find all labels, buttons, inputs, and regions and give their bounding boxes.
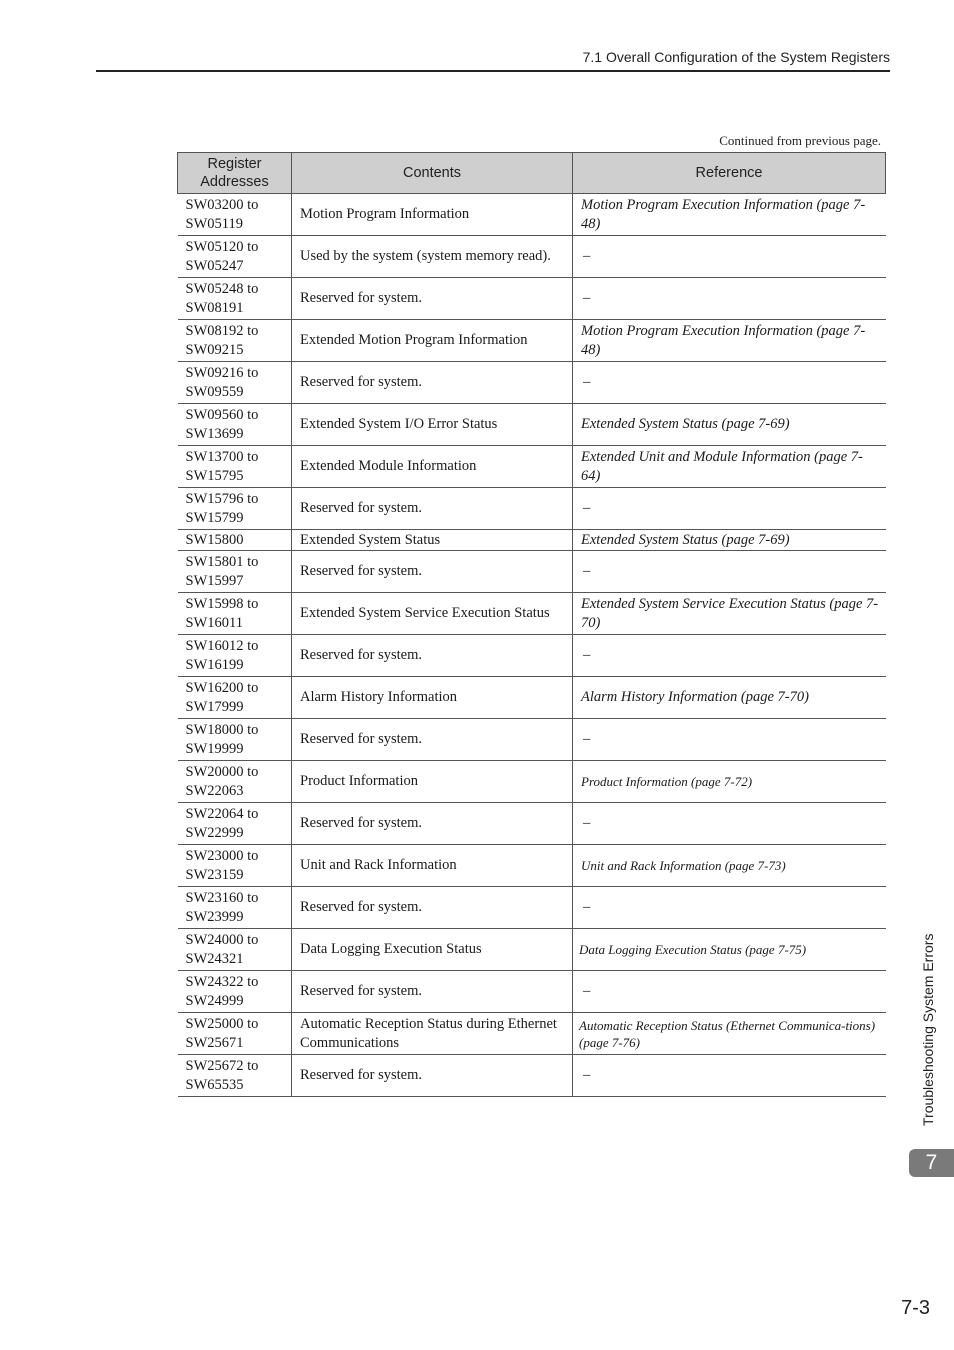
register-contents: Motion Program Information xyxy=(292,194,573,236)
table-row xyxy=(178,1055,886,1097)
table-row xyxy=(178,929,886,971)
register-contents: Reserved for system. xyxy=(292,971,573,1013)
reference-link[interactable]: Extended System Service Execution Status (page 7-70) xyxy=(573,593,886,635)
register-address: SW15998 to SW16011 xyxy=(178,593,292,635)
table-row xyxy=(178,488,886,530)
register-contents: Reserved for system. xyxy=(292,278,573,320)
reference-link[interactable]: Unit and Rack Information (page 7-73) xyxy=(573,845,886,887)
register-address: SW18000 to SW19999 xyxy=(178,719,292,761)
table-row xyxy=(178,971,886,1013)
table-row xyxy=(178,761,886,803)
table-row xyxy=(178,236,886,278)
table-row xyxy=(178,635,886,677)
header-contents: Contents xyxy=(292,153,573,194)
reference-link[interactable]: Automatic Reception Status (Ethernet Communica-tions) (page 7-76) xyxy=(573,1013,886,1055)
table-row xyxy=(178,194,886,236)
table-row xyxy=(178,320,886,362)
table-row xyxy=(178,530,886,551)
table-row xyxy=(178,677,886,719)
reference-link[interactable]: Extended System Status (page 7-69) xyxy=(573,530,886,551)
register-address: SW05248 to SW08191 xyxy=(178,278,292,320)
reference-none: – xyxy=(573,278,886,320)
reference-none: – xyxy=(573,971,886,1013)
register-address: SW22064 to SW22999 xyxy=(178,803,292,845)
table-row xyxy=(178,446,886,488)
register-address: SW09560 to SW13699 xyxy=(178,404,292,446)
register-contents: Automatic Reception Status during Ethernet Communications xyxy=(292,1013,573,1055)
reference-link[interactable]: Alarm History Information (page 7-70) xyxy=(573,677,886,719)
register-contents: Extended System Service Execution Status xyxy=(292,593,573,635)
table-row xyxy=(178,845,886,887)
register-contents: Reserved for system. xyxy=(292,635,573,677)
reference-none: – xyxy=(573,362,886,404)
table-row xyxy=(178,803,886,845)
reference-none: – xyxy=(573,719,886,761)
register-address: SW09216 to SW09559 xyxy=(178,362,292,404)
register-contents: Reserved for system. xyxy=(292,803,573,845)
running-header-title: 7.1 Overall Configuration of the System Registers xyxy=(582,49,890,65)
register-address: SW23160 to SW23999 xyxy=(178,887,292,929)
register-contents: Reserved for system. xyxy=(292,887,573,929)
register-address: SW15801 to SW15997 xyxy=(178,551,292,593)
continued-note: Continued from previous page. xyxy=(719,133,881,148)
register-contents: Product Information xyxy=(292,761,573,803)
header-rule xyxy=(96,70,890,72)
register-contents: Extended System I/O Error Status xyxy=(292,404,573,446)
register-contents: Extended Motion Program Information xyxy=(292,320,573,362)
register-address: SW24322 to SW24999 xyxy=(178,971,292,1013)
table-row xyxy=(178,887,886,929)
table-row xyxy=(178,719,886,761)
register-address: SW08192 to SW09215 xyxy=(178,320,292,362)
register-address: SW25000 to SW25671 xyxy=(178,1013,292,1055)
reference-link[interactable]: Extended System Status (page 7-69) xyxy=(573,404,886,446)
reference-none: – xyxy=(573,236,886,278)
reference-link[interactable]: Data Logging Execution Status (page 7-75) xyxy=(573,929,886,971)
reference-none: – xyxy=(573,887,886,929)
register-contents: Reserved for system. xyxy=(292,362,573,404)
register-contents: Reserved for system. xyxy=(292,488,573,530)
reference-none: – xyxy=(573,1055,886,1097)
table-row xyxy=(178,278,886,320)
register-contents: Extended Module Information xyxy=(292,446,573,488)
register-contents: Reserved for system. xyxy=(292,1055,573,1097)
register-address: SW24000 to SW24321 xyxy=(178,929,292,971)
reference-none: – xyxy=(573,551,886,593)
register-contents: Unit and Rack Information xyxy=(292,845,573,887)
chapter-side-label: Troubleshooting System Errors xyxy=(920,933,936,1126)
table-row xyxy=(178,362,886,404)
table-row xyxy=(178,551,886,593)
register-address: SW13700 to SW15795 xyxy=(178,446,292,488)
register-address: SW15800 xyxy=(178,530,292,551)
register-address: SW03200 to SW05119 xyxy=(178,194,292,236)
reference-link[interactable]: Extended Unit and Module Information (page 7-64) xyxy=(573,446,886,488)
register-contents: Alarm History Information xyxy=(292,677,573,719)
table-header-row xyxy=(178,153,886,194)
register-contents: Data Logging Execution Status xyxy=(292,929,573,971)
register-contents: Reserved for system. xyxy=(292,551,573,593)
register-address: SW20000 to SW22063 xyxy=(178,761,292,803)
reference-none: – xyxy=(573,488,886,530)
system-registers-table xyxy=(177,152,886,1097)
chapter-tab[interactable]: 7 xyxy=(909,1149,954,1177)
header-reference: Reference xyxy=(573,153,886,194)
reference-none: – xyxy=(573,635,886,677)
reference-link[interactable]: Product Information (page 7-72) xyxy=(573,761,886,803)
table-row xyxy=(178,1013,886,1055)
register-address: SW23000 to SW23159 xyxy=(178,845,292,887)
page-number: 7-3 xyxy=(901,1297,930,1319)
reference-link[interactable]: Motion Program Execution Information (page 7-48) xyxy=(573,194,886,236)
register-contents: Reserved for system. xyxy=(292,719,573,761)
register-address: SW15796 to SW15799 xyxy=(178,488,292,530)
register-contents: Used by the system (system memory read). xyxy=(292,236,573,278)
reference-link[interactable]: Motion Program Execution Information (page 7-48) xyxy=(573,320,886,362)
register-address: SW05120 to SW05247 xyxy=(178,236,292,278)
register-address: SW25672 to SW65535 xyxy=(178,1055,292,1097)
register-address: SW16012 to SW16199 xyxy=(178,635,292,677)
reference-none: – xyxy=(573,803,886,845)
register-contents: Extended System Status xyxy=(292,530,573,551)
table-row xyxy=(178,404,886,446)
header-register-addresses: Register Addresses xyxy=(178,153,292,194)
table-row xyxy=(178,593,886,635)
register-address: SW16200 to SW17999 xyxy=(178,677,292,719)
